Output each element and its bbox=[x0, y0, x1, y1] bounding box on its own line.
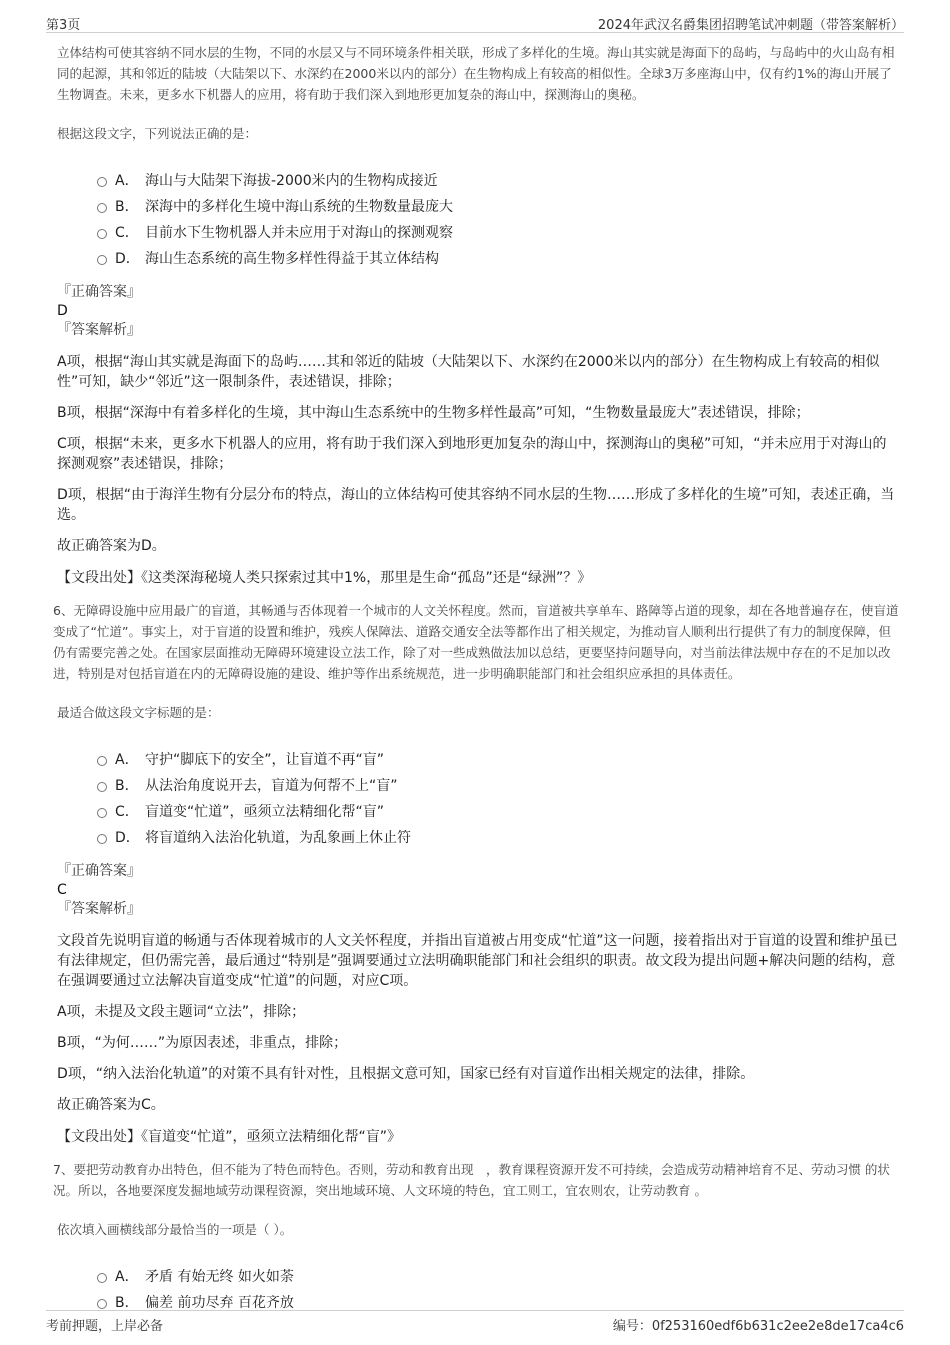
q6-analysis-label: 『答案解析』 bbox=[57, 901, 141, 917]
q6-option-d[interactable]: D． 将盲道纳入法治化轨道，为乱象画上休止符 bbox=[97, 825, 900, 851]
q5-analysis-b: B项，根据“深海中有着多样化的生境，其中海山生态系统中的生物多样性最高”可知，“生物数量最庞大”表述错误，排除； bbox=[57, 405, 810, 421]
q7-options bbox=[97, 1264, 900, 1316]
q5-analysis-d: D项，根据“由于海洋生物有分层分布的特点，海山的立体结构可使其容纳不同水层的生物……形成了多样化的生境”可知，表述正确，当选。 bbox=[57, 487, 895, 523]
q6-answer: C bbox=[57, 882, 67, 898]
q6-option-b[interactable]: B． 从法治角度说开去，盲道为何帮不上“盲” bbox=[97, 773, 900, 799]
q5-answer-label: 『正确答案』 bbox=[57, 284, 141, 300]
q5-option-d[interactable]: D． 海山生态系统的高生物多样性得益于其立体结构 bbox=[97, 246, 900, 272]
page-number: 第3页 bbox=[46, 18, 81, 33]
document-title: 2024年武汉名爵集团招聘笔试冲刺题（带答案解析） bbox=[597, 18, 904, 33]
radio-icon[interactable] bbox=[97, 1299, 107, 1309]
q6-conclusion: 故正确答案为C。 bbox=[57, 1097, 165, 1113]
q5-options bbox=[97, 168, 900, 272]
q5-option-a[interactable]: A． 海山与大陆架下海拔-2000米内的生物构成接近 bbox=[97, 168, 900, 194]
q5-option-b[interactable]: B． 深海中的多样化生境中海山系统的生物数量最庞大 bbox=[97, 194, 900, 220]
q5-analysis-c: C项，根据“未来，更多水下机器人的应用，将有助于我们深入到地形更加复杂的海山中，探测海山的奥秘”可知，“并未应用于对海山的探测观察”表述错误，排除； bbox=[57, 436, 887, 472]
q5-prompt: 根据这段文字，下列说法正确的是： bbox=[57, 126, 258, 141]
q5-option-c[interactable]: C． 目前水下生物机器人并未应用于对海山的探测观察 bbox=[97, 220, 900, 246]
q7-passage: 7、要把劳动教育办出特色，但不能为了特色而特色。否则，劳动和教育出现 ，教育课程资源开发不可持续，会造成劳动精神培育不足、劳动习惯 的状况。所以，各地要深度发掘地域劳动课程资源，突出地域环境、人文环境的特色，宜工则工，宜农则农，让劳动教育 。 bbox=[53, 1162, 890, 1198]
q6-passage: 6、无障碍设施中应用最广的盲道，其畅通与否体现着一个城市的人文关怀程度。然而，盲道被共享单车、路障等占道的现象，却在各地普遍存在，使盲道变成了“忙道”。事实上，对于盲道的设置和维护，残疾人保障法、道路交通安全法等都作出了相关规定，为推动盲人顺利出行提供了有力的制度保障，但仍有需要完善之处。在国家层面推动无障碍环境建设立法工作，除了对一些成熟做法加以总结，更要坚持问题导向，对当前法律法规中存在的不足加以改进，特别是对包括盲道在内的无障碍设施的建设、维护等作出系统规范，进一步明确职能部门和社会组织应承担的具体责任。 bbox=[53, 603, 899, 681]
radio-icon[interactable] bbox=[97, 808, 107, 818]
q5-analysis-a: A项，根据“海山其实就是海面下的岛屿……其和邻近的陆坡（大陆架以下、水深约在2000米以内的部分）在生物构成上有较高的相似性”可知，缺少“邻近”这一限制条件，表述错误，排除； bbox=[57, 354, 880, 390]
radio-icon[interactable] bbox=[97, 782, 107, 792]
radio-icon[interactable] bbox=[97, 1273, 107, 1283]
q6-analysis-main: 文段首先说明盲道的畅通与否体现着城市的人文关怀程度，并指出盲道被占用变成“忙道”这一问题，接着指出对于盲道的设置和维护虽已有法律规定，但仍需完善，最后通过“特别是”强调要通过立法明确职能部门和社会组织的职责。故文段为提出问题+解决问题的结构，意在强调要通过立法解决盲道变成“忙道”的问题，对应C项。 bbox=[57, 933, 898, 989]
page-footer bbox=[46, 1310, 904, 1333]
q6-analysis-a: A项，未提及文段主题词“立法”，排除； bbox=[57, 1004, 306, 1020]
radio-icon[interactable] bbox=[97, 177, 107, 187]
radio-icon[interactable] bbox=[97, 203, 107, 213]
q5-passage: 立体结构可使其容纳不同水层的生物，不同的水层又与不同环境条件相关联，形成了多样化的生境。海山其实就是海面下的岛屿，与岛屿中的火山岛有相同的起源，其和邻近的陆坡（大陆架以下、水深约在2000米以内的部分）在生物构成上有较高的相似性。全球3万多座海山中，仅有约1%的海山开展了生物调查。未来，更多水下机器人的应用，将有助于我们深入到地形更加复杂的海山中，探测海山的奥秘。 bbox=[57, 45, 895, 102]
q6-options bbox=[97, 747, 900, 851]
document-id: 编号：0f253160edf6b631c2ee2e8de17ca4c6 bbox=[612, 1319, 904, 1334]
q6-analysis-b: B项，“为何……”为原因表述，非重点，排除； bbox=[57, 1035, 348, 1051]
q5-conclusion: 故正确答案为D。 bbox=[57, 538, 166, 554]
q7-option-a[interactable]: A． 矛盾 有始无终 如火如荼 bbox=[97, 1264, 900, 1290]
radio-icon[interactable] bbox=[97, 229, 107, 239]
page-content bbox=[53, 42, 900, 1326]
page-header bbox=[46, 12, 904, 33]
q6-option-a[interactable]: A． 守护“脚底下的安全”，让盲道不再“盲” bbox=[97, 747, 900, 773]
q6-prompt: 最适合做这段文字标题的是： bbox=[57, 705, 220, 720]
footer-slogan: 考前押题，上岸必备 bbox=[46, 1319, 164, 1334]
q5-answer: D bbox=[57, 303, 68, 319]
radio-icon[interactable] bbox=[97, 756, 107, 766]
q6-option-c[interactable]: C． 盲道变“忙道”，亟须立法精细化帮“盲” bbox=[97, 799, 900, 825]
q6-answer-label: 『正确答案』 bbox=[57, 863, 141, 879]
q7-option-b[interactable]: B． 偏差 前功尽弃 百花齐放 bbox=[97, 1290, 900, 1316]
q6-source: 【文段出处】《盲道变“忙道”，亟须立法精细化帮“盲”》 bbox=[57, 1129, 402, 1145]
q5-analysis-label: 『答案解析』 bbox=[57, 322, 141, 338]
radio-icon[interactable] bbox=[97, 255, 107, 265]
q6-analysis-d: D项，“纳入法治化轨道”的对策不具有针对性，且根据文意可知，国家已经有对盲道作出相关规定的法律，排除。 bbox=[57, 1066, 755, 1082]
radio-icon[interactable] bbox=[97, 834, 107, 844]
q7-prompt: 依次填入画横线部分最恰当的一项是（ ）。 bbox=[57, 1222, 293, 1237]
q5-source: 【文段出处】《这类深海秘境人类只探索过其中1%，那里是生命“孤岛”还是“绿洲”？》 bbox=[57, 570, 592, 586]
